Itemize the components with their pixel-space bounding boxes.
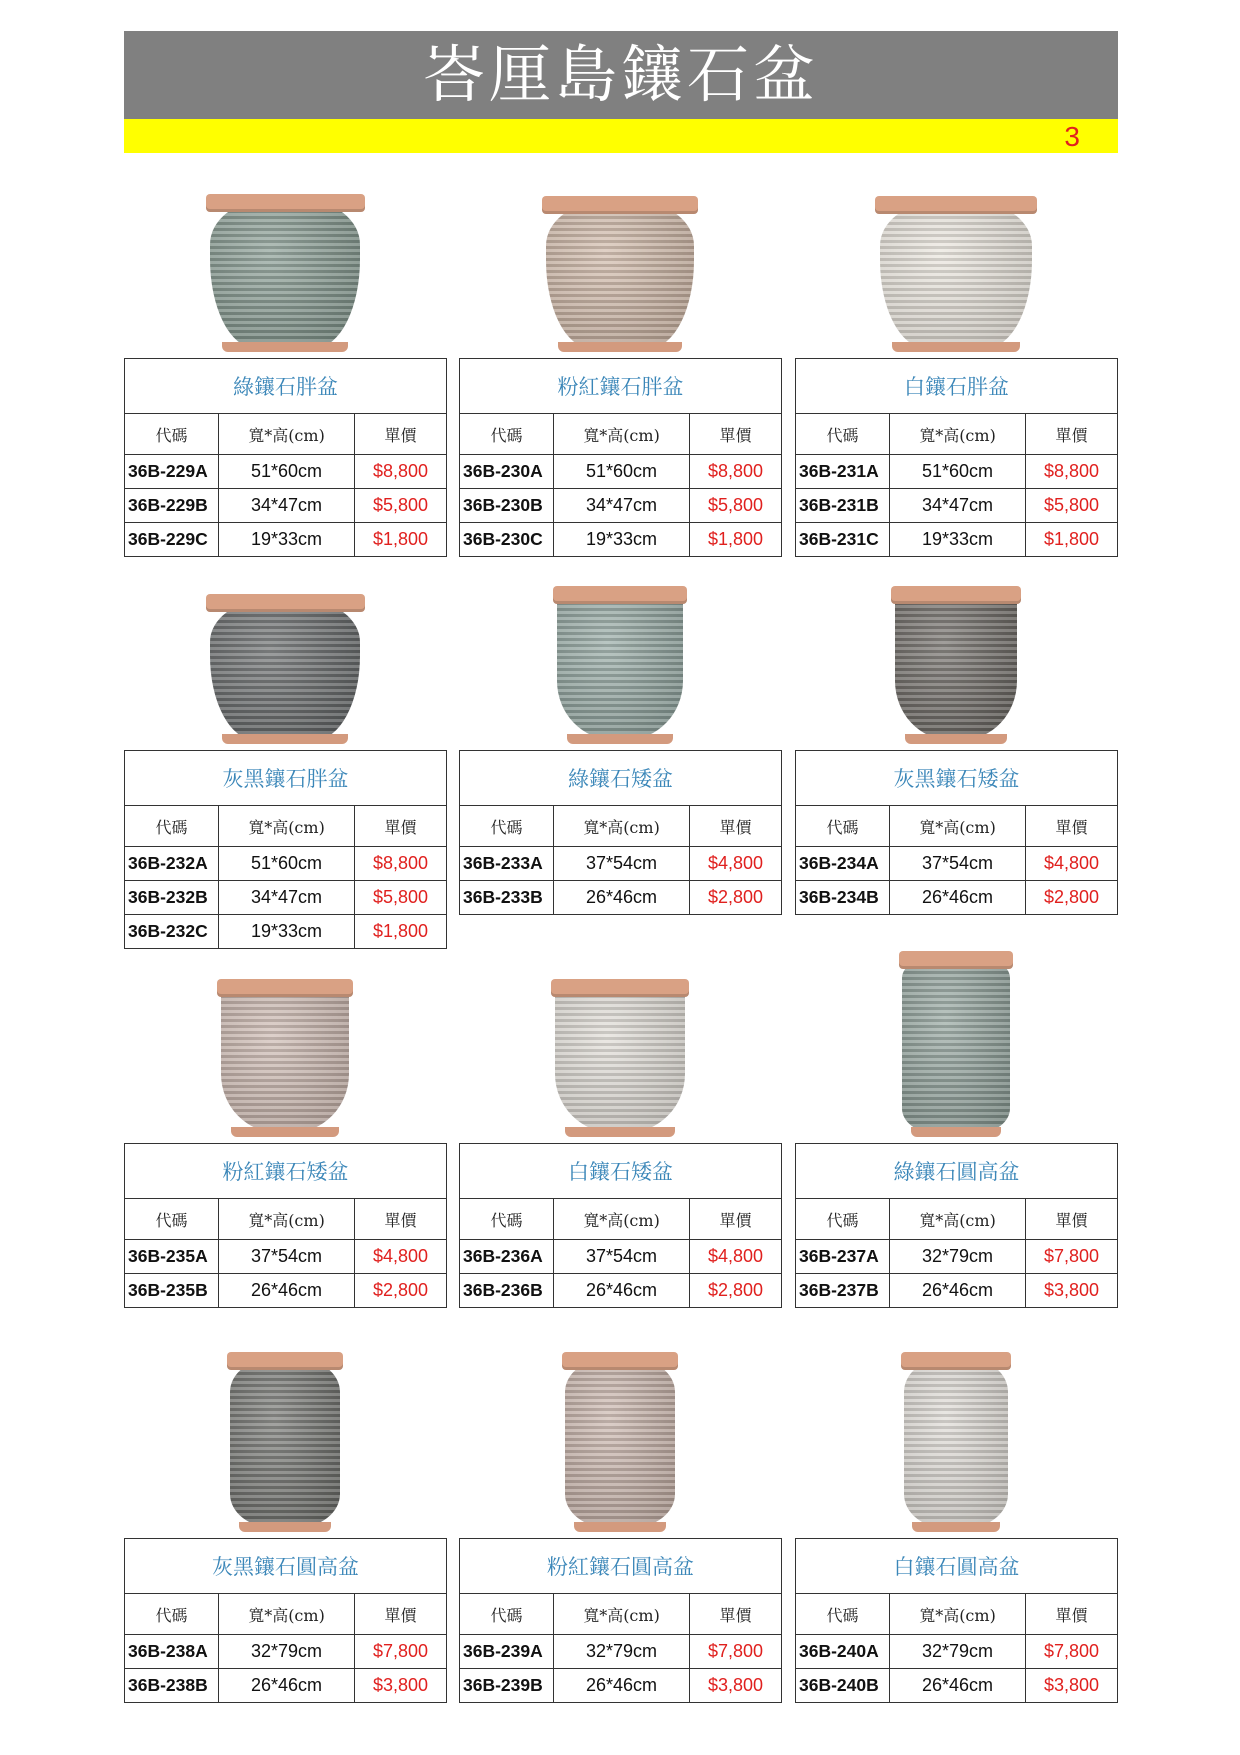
product-name-row: [125, 1539, 447, 1594]
product-price: $2,800: [355, 1274, 447, 1308]
code-header: 代碼: [125, 414, 219, 455]
spec-table: [459, 358, 782, 557]
product-price: $1,800: [690, 523, 782, 557]
table-header-row: [460, 1199, 782, 1240]
pot-base: [912, 1522, 999, 1532]
size-header: 寬*高(cm): [554, 1594, 690, 1635]
pot-rim: [227, 1352, 344, 1370]
product-price: $8,800: [355, 847, 447, 881]
product-code: 36B-238B: [125, 1669, 219, 1703]
table-row: [460, 881, 782, 915]
table-row: [125, 1669, 447, 1703]
pot-base: [239, 1522, 331, 1532]
product-price: $5,800: [690, 489, 782, 523]
product-size: 26*46cm: [554, 881, 690, 915]
product-name: 綠鑲石胖盆: [125, 359, 447, 414]
product-price: $5,800: [1026, 489, 1118, 523]
product-price: $2,800: [690, 1274, 782, 1308]
stone-pot-image: [210, 200, 360, 348]
table-row: [796, 847, 1118, 881]
pot-body: [902, 957, 1010, 1133]
pot-body: [555, 985, 685, 1133]
table-row: [796, 1669, 1118, 1703]
product-photo: [459, 592, 781, 740]
spec-table: [795, 1538, 1118, 1703]
product-name-row: [796, 1539, 1118, 1594]
table-header-row: [460, 414, 782, 455]
pot-rim: [542, 196, 699, 214]
product-size: 34*47cm: [890, 489, 1026, 523]
product-size: 32*79cm: [554, 1635, 690, 1669]
pot-body: [895, 592, 1017, 740]
price-header: 單價: [355, 806, 447, 847]
product-price: $5,800: [355, 489, 447, 523]
product-size: 19*33cm: [219, 915, 355, 949]
pot-base: [222, 342, 348, 352]
catalog-header: [124, 31, 1118, 119]
table-row: [460, 1669, 782, 1703]
product-price: $7,800: [1026, 1635, 1118, 1669]
stone-pot-image: [902, 957, 1010, 1133]
pot-body: [904, 1358, 1008, 1528]
product-size: 37*54cm: [554, 847, 690, 881]
catalog-title: 峇厘島鑲石盆: [422, 38, 819, 111]
pot-rim: [206, 594, 365, 612]
product-photo: [459, 202, 781, 348]
product-code: 36B-229C: [125, 523, 219, 557]
product-code: 36B-232B: [125, 881, 219, 915]
pot-base: [567, 734, 673, 744]
product-price: $8,800: [355, 455, 447, 489]
size-header: 寬*高(cm): [219, 806, 355, 847]
pot-rim: [891, 586, 1020, 604]
product-code: 36B-231A: [796, 455, 890, 489]
product-price: $3,800: [355, 1669, 447, 1703]
product-price: $7,800: [355, 1635, 447, 1669]
product-photo: [124, 985, 446, 1133]
pot-base: [892, 342, 1020, 352]
pot-rim: [562, 1352, 679, 1370]
product-size: 34*47cm: [219, 489, 355, 523]
pot-rim: [206, 194, 365, 212]
table-header-row: [796, 1199, 1118, 1240]
pot-base: [905, 734, 1007, 744]
price-header: 單價: [1026, 1199, 1118, 1240]
table-header-row: [125, 414, 447, 455]
product-size: 26*46cm: [554, 1274, 690, 1308]
product-size: 37*54cm: [219, 1240, 355, 1274]
code-header: 代碼: [460, 1594, 554, 1635]
pot-base: [558, 342, 682, 352]
product-code: 36B-233A: [460, 847, 554, 881]
price-header: 單價: [355, 414, 447, 455]
stone-pot-image: [221, 985, 349, 1133]
table-row: [796, 1274, 1118, 1308]
product-price: $3,800: [690, 1669, 782, 1703]
spec-table: [795, 1143, 1118, 1308]
code-header: 代碼: [796, 414, 890, 455]
table-row: [125, 489, 447, 523]
price-header: 單價: [355, 1594, 447, 1635]
pot-rim: [899, 951, 1013, 969]
product-photo: [124, 600, 446, 740]
product-size: 32*79cm: [219, 1635, 355, 1669]
product-name-row: [796, 751, 1118, 806]
product-code: 36B-240B: [796, 1669, 890, 1703]
spec-table: [795, 358, 1118, 557]
product-code: 36B-230A: [460, 455, 554, 489]
product-code: 36B-229A: [125, 455, 219, 489]
product-price: $8,800: [690, 455, 782, 489]
product-name: 白鑲石胖盆: [796, 359, 1118, 414]
price-header: 單價: [1026, 1594, 1118, 1635]
pot-base: [222, 734, 348, 744]
table-row: [125, 915, 447, 949]
pot-base: [911, 1127, 1002, 1137]
product-price: $4,800: [355, 1240, 447, 1274]
table-row: [796, 489, 1118, 523]
page-number-bar: [124, 119, 1118, 153]
product-photo: [795, 202, 1117, 348]
pot-rim: [217, 979, 353, 997]
table-header-row: [796, 414, 1118, 455]
spec-table: [795, 750, 1118, 915]
product-size: 51*60cm: [219, 455, 355, 489]
price-header: 單價: [690, 1594, 782, 1635]
product-code: 36B-230B: [460, 489, 554, 523]
stone-pot-image: [895, 592, 1017, 740]
pot-body: [546, 202, 694, 348]
product-size: 51*60cm: [554, 455, 690, 489]
product-code: 36B-234B: [796, 881, 890, 915]
product-name: 灰黑鑲石胖盆: [125, 751, 447, 806]
table-row: [460, 1274, 782, 1308]
size-header: 寬*高(cm): [890, 1199, 1026, 1240]
stone-pot-image: [880, 202, 1032, 348]
code-header: 代碼: [125, 806, 219, 847]
product-size: 37*54cm: [890, 847, 1026, 881]
code-header: 代碼: [460, 806, 554, 847]
product-photo: [459, 1358, 781, 1528]
product-code: 36B-237A: [796, 1240, 890, 1274]
price-header: 單價: [1026, 806, 1118, 847]
code-header: 代碼: [125, 1199, 219, 1240]
product-price: $3,800: [1026, 1274, 1118, 1308]
product-price: $1,800: [355, 915, 447, 949]
table-row: [460, 455, 782, 489]
product-price: $2,800: [690, 881, 782, 915]
code-header: 代碼: [460, 414, 554, 455]
product-photo: [795, 1358, 1117, 1528]
product-code: 36B-236B: [460, 1274, 554, 1308]
price-header: 單價: [1026, 414, 1118, 455]
pot-body: [565, 1358, 675, 1528]
size-header: 寬*高(cm): [219, 414, 355, 455]
product-size: 32*79cm: [890, 1240, 1026, 1274]
product-code: 36B-236A: [460, 1240, 554, 1274]
product-size: 37*54cm: [554, 1240, 690, 1274]
code-header: 代碼: [796, 1594, 890, 1635]
product-size: 19*33cm: [890, 523, 1026, 557]
size-header: 寬*高(cm): [554, 806, 690, 847]
stone-pot-image: [210, 600, 360, 740]
table-row: [125, 1635, 447, 1669]
product-code: 36B-232A: [125, 847, 219, 881]
product-code: 36B-232C: [125, 915, 219, 949]
size-header: 寬*高(cm): [890, 414, 1026, 455]
stone-pot-image: [230, 1358, 340, 1528]
product-photo: [459, 985, 781, 1133]
product-price: $4,800: [690, 1240, 782, 1274]
spec-table: [124, 750, 447, 949]
product-photo: [795, 957, 1117, 1133]
stone-pot-image: [557, 592, 683, 740]
pot-body: [880, 202, 1032, 348]
pot-base: [565, 1127, 674, 1137]
size-header: 寬*高(cm): [890, 806, 1026, 847]
product-name-row: [125, 359, 447, 414]
product-code: 36B-235B: [125, 1274, 219, 1308]
product-name-row: [125, 751, 447, 806]
table-row: [796, 881, 1118, 915]
product-size: 26*46cm: [890, 1669, 1026, 1703]
product-price: $4,800: [1026, 847, 1118, 881]
table-header-row: [460, 1594, 782, 1635]
table-row: [125, 1240, 447, 1274]
product-code: 36B-239A: [460, 1635, 554, 1669]
stone-pot-image: [546, 202, 694, 348]
table-row: [796, 1240, 1118, 1274]
pot-rim: [875, 196, 1036, 214]
product-size: 26*46cm: [554, 1669, 690, 1703]
product-price: $2,800: [1026, 881, 1118, 915]
pot-body: [210, 200, 360, 348]
code-header: 代碼: [460, 1199, 554, 1240]
product-price: $1,800: [355, 523, 447, 557]
table-header-row: [125, 1199, 447, 1240]
price-header: 單價: [690, 414, 782, 455]
product-price: $3,800: [1026, 1669, 1118, 1703]
product-code: 36B-238A: [125, 1635, 219, 1669]
product-code: 36B-234A: [796, 847, 890, 881]
table-row: [460, 1635, 782, 1669]
pot-body: [210, 600, 360, 740]
table-header-row: [125, 1594, 447, 1635]
product-code: 36B-229B: [125, 489, 219, 523]
table-row: [460, 1240, 782, 1274]
product-name: 灰黑鑲石矮盆: [796, 751, 1118, 806]
spec-table: [124, 1538, 447, 1703]
product-name-row: [125, 1144, 447, 1199]
table-header-row: [125, 806, 447, 847]
product-size: 51*60cm: [890, 455, 1026, 489]
table-row: [796, 1635, 1118, 1669]
code-header: 代碼: [796, 806, 890, 847]
product-code: 36B-239B: [460, 1669, 554, 1703]
product-photo: [795, 592, 1117, 740]
size-header: 寬*高(cm): [890, 1594, 1026, 1635]
table-row: [460, 847, 782, 881]
product-size: 34*47cm: [219, 881, 355, 915]
table-header-row: [796, 1594, 1118, 1635]
pot-base: [574, 1522, 666, 1532]
product-name: 綠鑲石圓高盆: [796, 1144, 1118, 1199]
stone-pot-image: [555, 985, 685, 1133]
product-price: $4,800: [690, 847, 782, 881]
product-price: $5,800: [355, 881, 447, 915]
table-row: [125, 523, 447, 557]
spec-table: [124, 358, 447, 557]
price-header: 單價: [690, 1199, 782, 1240]
product-name: 粉紅鑲石圓高盆: [460, 1539, 782, 1594]
product-name-row: [460, 1539, 782, 1594]
table-row: [460, 523, 782, 557]
product-name-row: [796, 359, 1118, 414]
product-price: $1,800: [1026, 523, 1118, 557]
code-header: 代碼: [125, 1594, 219, 1635]
product-size: 26*46cm: [219, 1274, 355, 1308]
table-row: [460, 489, 782, 523]
pot-body: [230, 1358, 340, 1528]
product-size: 19*33cm: [219, 523, 355, 557]
product-size: 26*46cm: [219, 1669, 355, 1703]
pot-rim: [901, 1352, 1011, 1370]
product-name: 灰黑鑲石圓高盆: [125, 1539, 447, 1594]
spec-table: [459, 750, 782, 915]
product-size: 34*47cm: [554, 489, 690, 523]
table-row: [125, 1274, 447, 1308]
product-name: 粉紅鑲石胖盆: [460, 359, 782, 414]
price-header: 單價: [355, 1199, 447, 1240]
product-size: 26*46cm: [890, 1274, 1026, 1308]
page-number: 3: [1064, 121, 1080, 152]
product-name-row: [460, 359, 782, 414]
product-name: 粉紅鑲石矮盆: [125, 1144, 447, 1199]
table-row: [796, 455, 1118, 489]
pot-body: [557, 592, 683, 740]
size-header: 寬*高(cm): [219, 1594, 355, 1635]
pot-rim: [553, 586, 687, 604]
product-price: $7,800: [690, 1635, 782, 1669]
product-code: 36B-240A: [796, 1635, 890, 1669]
stone-pot-image: [904, 1358, 1008, 1528]
table-row: [125, 455, 447, 489]
price-header: 單價: [690, 806, 782, 847]
product-code: 36B-231B: [796, 489, 890, 523]
product-name: 綠鑲石矮盆: [460, 751, 782, 806]
code-header: 代碼: [796, 1199, 890, 1240]
product-size: 32*79cm: [890, 1635, 1026, 1669]
spec-table: [124, 1143, 447, 1308]
table-row: [125, 847, 447, 881]
product-size: 51*60cm: [219, 847, 355, 881]
product-name-row: [460, 751, 782, 806]
product-name-row: [460, 1144, 782, 1199]
pot-rim: [551, 979, 689, 997]
pot-body: [221, 985, 349, 1133]
size-header: 寬*高(cm): [219, 1199, 355, 1240]
product-name: 白鑲石矮盆: [460, 1144, 782, 1199]
product-code: 36B-237B: [796, 1274, 890, 1308]
product-name: 白鑲石圓高盆: [796, 1539, 1118, 1594]
product-price: $8,800: [1026, 455, 1118, 489]
table-row: [796, 523, 1118, 557]
pot-base: [231, 1127, 339, 1137]
product-photo: [124, 1358, 446, 1528]
product-price: $7,800: [1026, 1240, 1118, 1274]
product-code: 36B-230C: [460, 523, 554, 557]
product-photo: [124, 200, 446, 348]
product-size: 19*33cm: [554, 523, 690, 557]
spec-table: [459, 1538, 782, 1703]
table-header-row: [796, 806, 1118, 847]
table-header-row: [460, 806, 782, 847]
table-row: [125, 881, 447, 915]
size-header: 寬*高(cm): [554, 1199, 690, 1240]
product-name-row: [796, 1144, 1118, 1199]
product-code: 36B-231C: [796, 523, 890, 557]
product-code: 36B-233B: [460, 881, 554, 915]
spec-table: [459, 1143, 782, 1308]
product-code: 36B-235A: [125, 1240, 219, 1274]
stone-pot-image: [565, 1358, 675, 1528]
size-header: 寬*高(cm): [554, 414, 690, 455]
product-size: 26*46cm: [890, 881, 1026, 915]
